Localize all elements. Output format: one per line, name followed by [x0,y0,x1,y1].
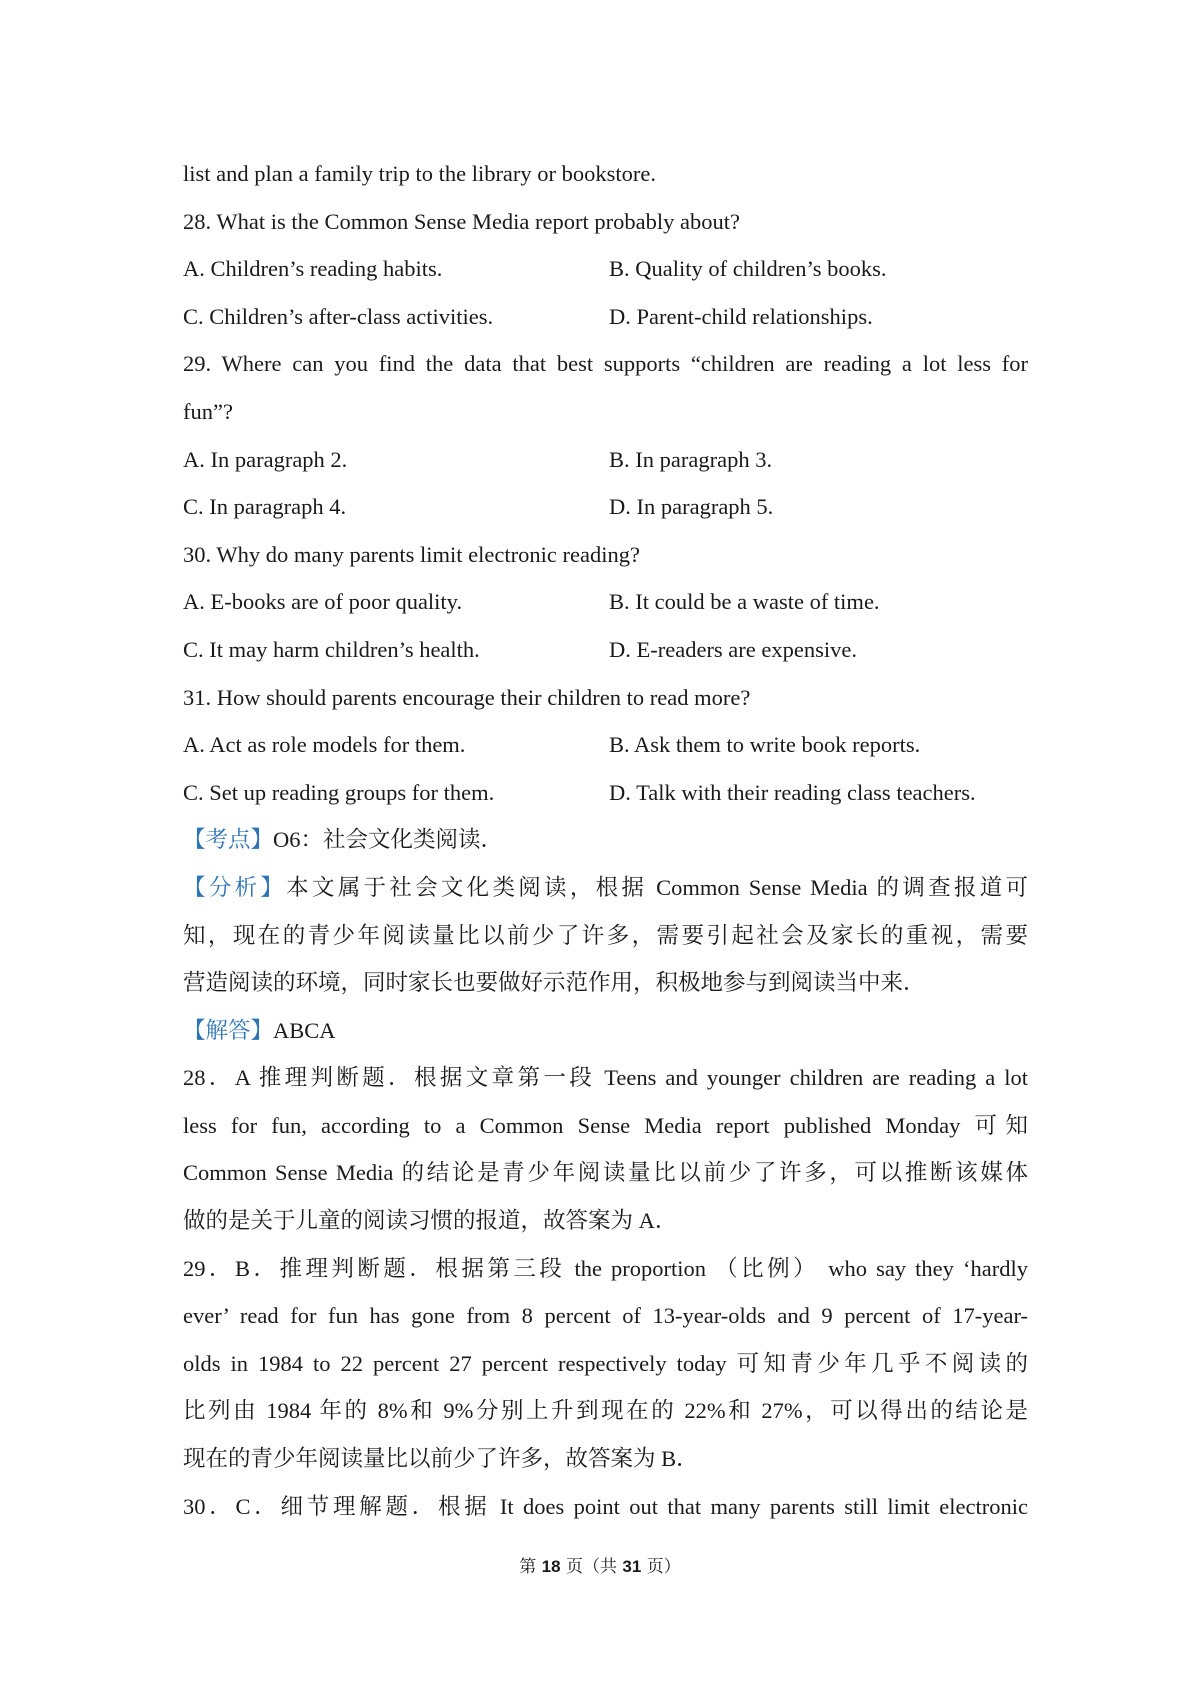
explanation-28-line: 做的是关于儿童的阅读习惯的报道，故答案为 A． [183,1208,678,1234]
explanation-28-line: 28．A 推理判断题．根据文章第一段 Teens and younger children are reading a lot [183,1065,1028,1091]
explanation-30-line: 30．C．细节理解题．根据 It does point out that many parents still limit electronic [183,1493,1028,1519]
explanation-29-line: ever’ read for fun has gone from 8 percent of 13-year-olds and 9 percent of 17-year- [183,1303,1028,1329]
option-b: B. It could be a waste of time. [609,589,880,615]
fenxi-line: 知，现在的青少年阅读量比以前少了许多，需要引起社会及家长的重视，需要 [183,922,1028,948]
option-d: D. Talk with their reading class teachers. [609,779,976,805]
footer-middle: 页（共 [566,1557,617,1577]
option-a: A. E-books are of poor quality. [183,589,463,615]
option-a: A. Act as role models for them. [183,732,466,758]
option-d: D. E-readers are expensive. [609,636,857,662]
jieda-label: 【解答】 [183,1017,274,1043]
option-c: C. Set up reading groups for them. [183,779,495,805]
option-a: A. In paragraph 2. [183,446,348,472]
options-row [183,436,1028,484]
options-row [183,293,1028,341]
option-b: B. Ask them to write book reports. [609,732,921,758]
kaodian-text: O6：社会文化类阅读． [273,827,504,853]
fenxi-section [183,864,1028,912]
kaodian-section [183,816,1028,864]
options-row [183,483,1028,531]
explanation-28-line: Common Sense Media 的结论是青少年阅读量比以前少了许多，可以推断该媒体 [183,1160,1028,1186]
fenxi-text: 本文属于社会文化类阅读，根据 Common Sense Media 的调查报道可 [286,874,1028,900]
option-d: D. Parent-child relationships. [609,303,873,329]
option-b: B. Quality of children’s books. [609,256,887,282]
fenxi-label: 【分析】 [183,874,287,900]
current-page-number: 18 [541,1557,561,1576]
answer-key: ABCA [273,1017,336,1043]
footer-prefix: 第 [519,1557,537,1577]
carryover-line: list and plan a family trip to the library or bookstore. [183,161,657,186]
page-number-footer [0,1555,1200,1579]
question-30: 30. Why do many parents limit electronic reading? [183,541,640,567]
option-b: B. In paragraph 3. [609,446,773,472]
explanation-29-line: 现在的青少年阅读量比以前少了许多，故答案为 B． [183,1446,699,1472]
explanation-29-line: olds in 1984 to 22 percent 27 percent respectively today 可知青少年几乎不阅读的 [183,1350,1028,1376]
options-row [183,769,1028,817]
question-28: 28. What is the Common Sense Media report probably about? [183,208,740,234]
options-row [183,626,1028,674]
options-row [183,245,1028,293]
question-29-cont: fun”? [183,398,233,424]
kaodian-label: 【考点】 [183,827,274,853]
question-31: 31. How should parents encourage their children to read more? [183,684,751,710]
options-row [183,721,1028,769]
options-row [183,578,1028,626]
page-content [183,150,1028,1530]
option-c: C. It may harm children’s health. [183,636,480,662]
explanation-29-line: 29．B．推理判断题．根据第三段 the proportion （比例） who say they ‘hardly [183,1255,1028,1281]
total-pages-number: 31 [622,1557,642,1576]
footer-suffix: 页） [646,1557,681,1577]
question-29: 29. Where can you find the data that best supports “children are reading a lot less for [183,351,1028,377]
explanation-29-line: 比列由 1984 年的 8%和 9%分别上升到现在的 22%和 27%，可以得出的结论是 [183,1398,1028,1424]
option-d: D. In paragraph 5. [609,494,774,520]
option-c: C. In paragraph 4. [183,494,347,520]
jieda-section [183,1007,1028,1055]
option-c: C. Children’s after-class activities. [183,303,494,329]
option-a: A. Children’s reading habits. [183,256,443,282]
fenxi-line: 营造阅读的环境，同时家长也要做好示范作用，积极地参与到阅读当中来． [183,970,926,996]
explanation-28-line: less for fun, according to a Common Sense Media report published Monday 可知 [183,1112,1028,1138]
